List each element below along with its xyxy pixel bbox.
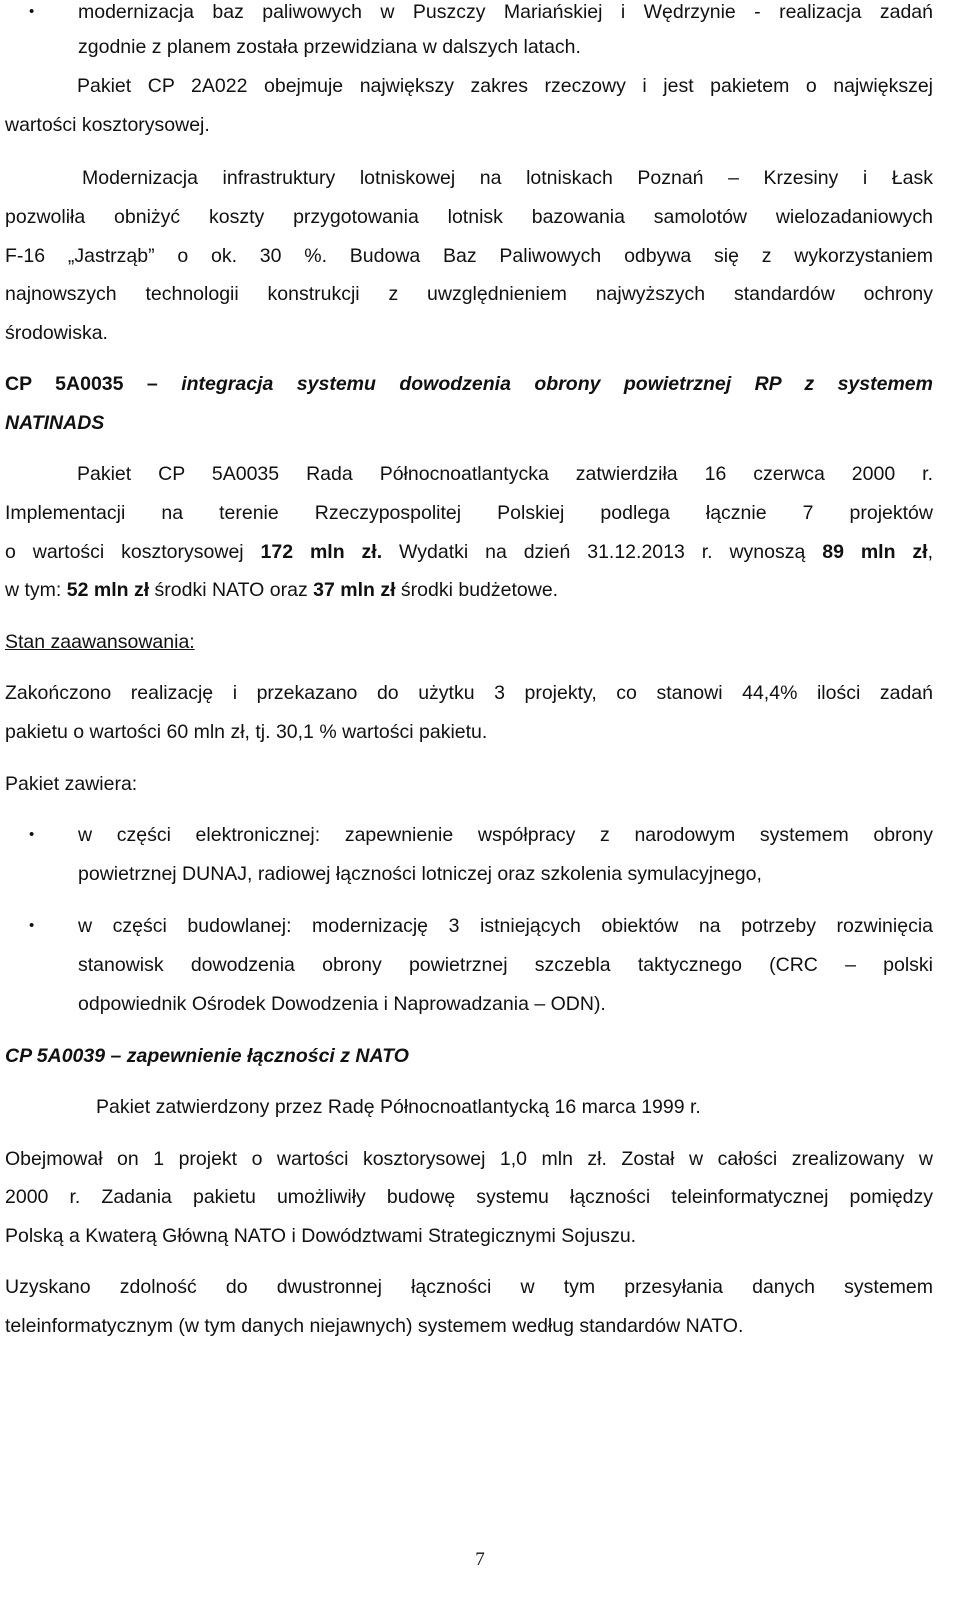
text-run: o wartości kosztorysowej bbox=[5, 541, 261, 563]
section-heading bbox=[5, 372, 933, 396]
paragraph-text: Modernizacja infrastruktury lotniskowej na lotniskach Poznań – Krzesiny i Łask bbox=[82, 167, 933, 189]
paragraph-text: F-16 „Jastrząb” o ok. 30 %. Budowa Baz Paliwowych odbywa się z wykorzystaniem bbox=[5, 245, 933, 267]
paragraph-text: Zakończono realizację i przekazano do użytku 3 projekty, co stanowi 44,4% ilości zadań bbox=[5, 682, 933, 704]
contains-label: Pakiet zawiera: bbox=[5, 773, 138, 795]
amount-bold: 172 mln zł. bbox=[260, 541, 383, 563]
bullet-marker: • bbox=[29, 917, 35, 934]
section-heading: CP 5A0039 – zapewnienie łączności z NATO bbox=[5, 1045, 409, 1067]
paragraph-text: pozwoliła obniżyć koszty przygotowania lotnisk bazowania samolotów wielozadaniowych bbox=[5, 206, 933, 228]
text-run: Wydatki na dzień 31.12.2013 r. wynoszą bbox=[382, 541, 823, 563]
paragraph-text: pakietu o wartości 60 mln zł, tj. 30,1 % wartości pakietu. bbox=[5, 721, 488, 743]
paragraph-text: środowiska. bbox=[5, 322, 108, 344]
paragraph-text: Obejmował on 1 projekt o wartości kosztorysowej 1,0 mln zł. Został w całości zrealizowany w bbox=[5, 1148, 933, 1170]
bullet-marker: • bbox=[29, 826, 35, 843]
paragraph-text: teleinformatycznym (w tym danych niejawnych) systemem według standardów NATO. bbox=[5, 1315, 744, 1337]
text-run: w tym: bbox=[5, 579, 67, 601]
status-label: Stan zaawansowania: bbox=[5, 631, 195, 653]
section-heading-cont: NATINADS bbox=[5, 412, 105, 434]
paragraph-text bbox=[5, 578, 933, 602]
paragraph-text: najnowszych technologii konstrukcji z uwzględnieniem najwyższych standardów ochrony bbox=[5, 283, 933, 305]
bullet-marker: • bbox=[29, 3, 35, 20]
amount-bold: 52 mln zł bbox=[66, 579, 150, 601]
paragraph-text bbox=[5, 540, 933, 564]
bullet-text: zgodnie z planem została przewidziana w dalszych latach. bbox=[78, 36, 581, 58]
heading-title: integracja systemu dowodzenia obrony powietrznej RP z systemem bbox=[157, 373, 933, 395]
bullet-text: w części budowlanej: modernizację 3 istniejących obiektów na potrzeby rozwinięcia bbox=[78, 915, 933, 937]
paragraph-text: Pakiet zatwierdzony przez Radę Północnoatlantycką 16 marca 1999 r. bbox=[96, 1096, 701, 1118]
paragraph-text: Pakiet CP 5A0035 Rada Północnoatlantycka zatwierdziła 16 czerwca 2000 r. bbox=[77, 463, 933, 485]
bullet-text: powietrznej DUNAJ, radiowej łączności lotniczej oraz szkolenia symulacyjnego, bbox=[78, 863, 762, 885]
heading-code: CP 5A0035 – bbox=[5, 373, 158, 395]
bullet-text: w części elektronicznej: zapewnienie współpracy z narodowym systemem obrony bbox=[78, 824, 933, 846]
paragraph-text: Pakiet CP 2A022 obejmuje największy zakres rzeczowy i jest pakietem o największej bbox=[77, 75, 933, 97]
paragraph-text: 2000 r. Zadania pakietu umożliwiły budowę systemu łączności teleinformatycznej pomiędzy bbox=[5, 1186, 933, 1208]
text-run: , bbox=[927, 541, 934, 563]
bullet-text: modernizacja baz paliwowych w Puszczy Mariańskiej i Wędrzynie - realizacja zadań bbox=[78, 1, 933, 23]
bullet-text: odpowiednik Ośrodek Dowodzenia i Naprowadzania – ODN). bbox=[78, 993, 606, 1015]
text-run: środki NATO oraz bbox=[149, 579, 314, 601]
paragraph-text: wartości kosztorysowej. bbox=[5, 114, 210, 136]
bullet-text: stanowisk dowodzenia obrony powietrznej szczebla taktycznego (CRC – polski bbox=[78, 954, 933, 976]
text-run: środki budżetowe. bbox=[395, 579, 559, 601]
amount-bold: 89 mln zł bbox=[822, 541, 928, 563]
paragraph-text: Implementacji na terenie Rzeczypospolitej Polskiej podlega łącznie 7 projektów bbox=[5, 502, 933, 524]
paragraph-text: Polską a Kwaterą Główną NATO i Dowództwami Strategicznymi Sojuszu. bbox=[5, 1225, 637, 1247]
paragraph-text: Uzyskano zdolność do dwustronnej łączności w tym przesyłania danych systemem bbox=[5, 1276, 933, 1298]
page-number: 7 bbox=[475, 1549, 485, 1570]
amount-bold: 37 mln zł bbox=[313, 579, 396, 601]
